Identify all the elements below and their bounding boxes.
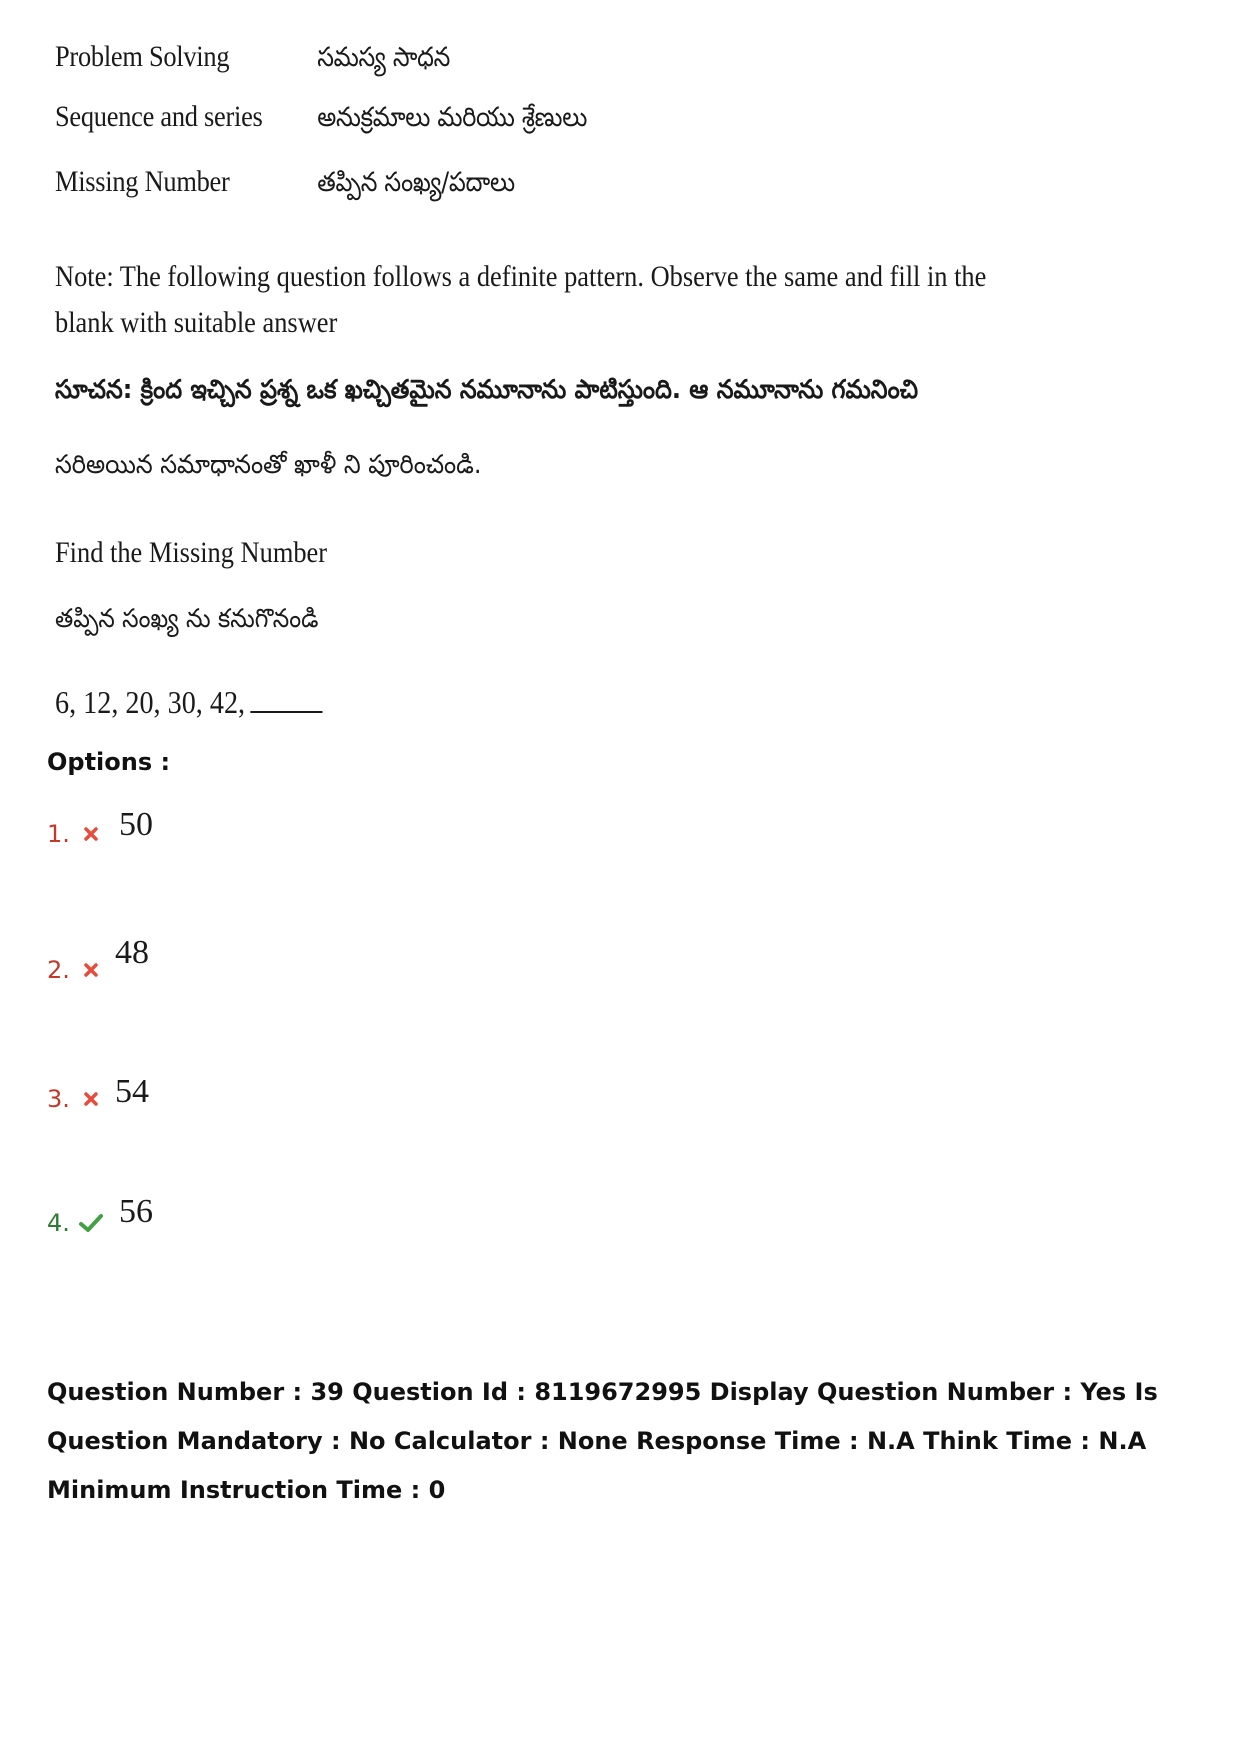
topic-english: Sequence and series [55,100,263,133]
option-number: 2. [47,956,70,984]
question-prompt-telugu: తప్పిన సంఖ్య ను కనుగొనండి [55,604,319,634]
note-english [55,254,987,346]
note-english-line2: blank with suitable answer [55,306,338,339]
options-label: Options : [47,748,171,776]
option-number: 4. [47,1209,70,1237]
option-4 [47,1195,153,1237]
topic-row-problem-solving [55,40,450,80]
note-telugu-line2: సరిఅయిన సమాధానంతో ఖాళీ ని పూరించండి. [55,450,482,480]
option-value: 48 [115,934,149,971]
question-metadata: Question Number : 39 Question Id : 8119672995 Display Question Number : Yes Is Question Mandatory : No Calculator : None Response Time : N.A Think Time : N.A Minimum Instruction Time : 0 [47,1378,1158,1504]
topic-telugu: తప్పిన సంఖ్య/పదాలు [317,167,515,198]
cross-icon [77,956,105,984]
option-1 [47,808,153,848]
check-icon [77,1209,105,1237]
option-value: 56 [119,1193,153,1230]
topic-row-sequence-series [55,100,587,140]
option-number: 1. [47,820,70,848]
topic-telugu: సమస్య సాధన [317,42,451,73]
question-prompt-english: Find the Missing Number [55,536,328,569]
note-english-line1: Note: The following question follows a definite pattern. Observe the same and fill in the [55,260,987,293]
option-2 [47,936,149,984]
option-number: 3. [47,1085,70,1113]
cross-icon [77,820,105,848]
option-value: 54 [115,1073,149,1110]
topic-telugu: అనుక్రమాలు మరియు శ్రేణులు [317,102,588,133]
question-sequence [55,683,323,721]
note-telugu-line1: సూచన: క్రింద ఇచ్చిన ప్రశ్న ఒక ఖచ్చితమైన నమూనాను పాటిస్తుంది. ఆ నమూనాను గమనించి [55,375,919,405]
sequence-text: 6, 12, 20, 30, 42, [55,684,246,720]
topic-row-missing-number [55,165,515,205]
cross-icon [77,1085,105,1113]
option-value: 50 [119,806,153,843]
topic-english: Missing Number [55,165,230,198]
answer-blank [250,683,322,713]
option-3 [47,1075,149,1113]
topic-english: Problem Solving [55,40,230,73]
